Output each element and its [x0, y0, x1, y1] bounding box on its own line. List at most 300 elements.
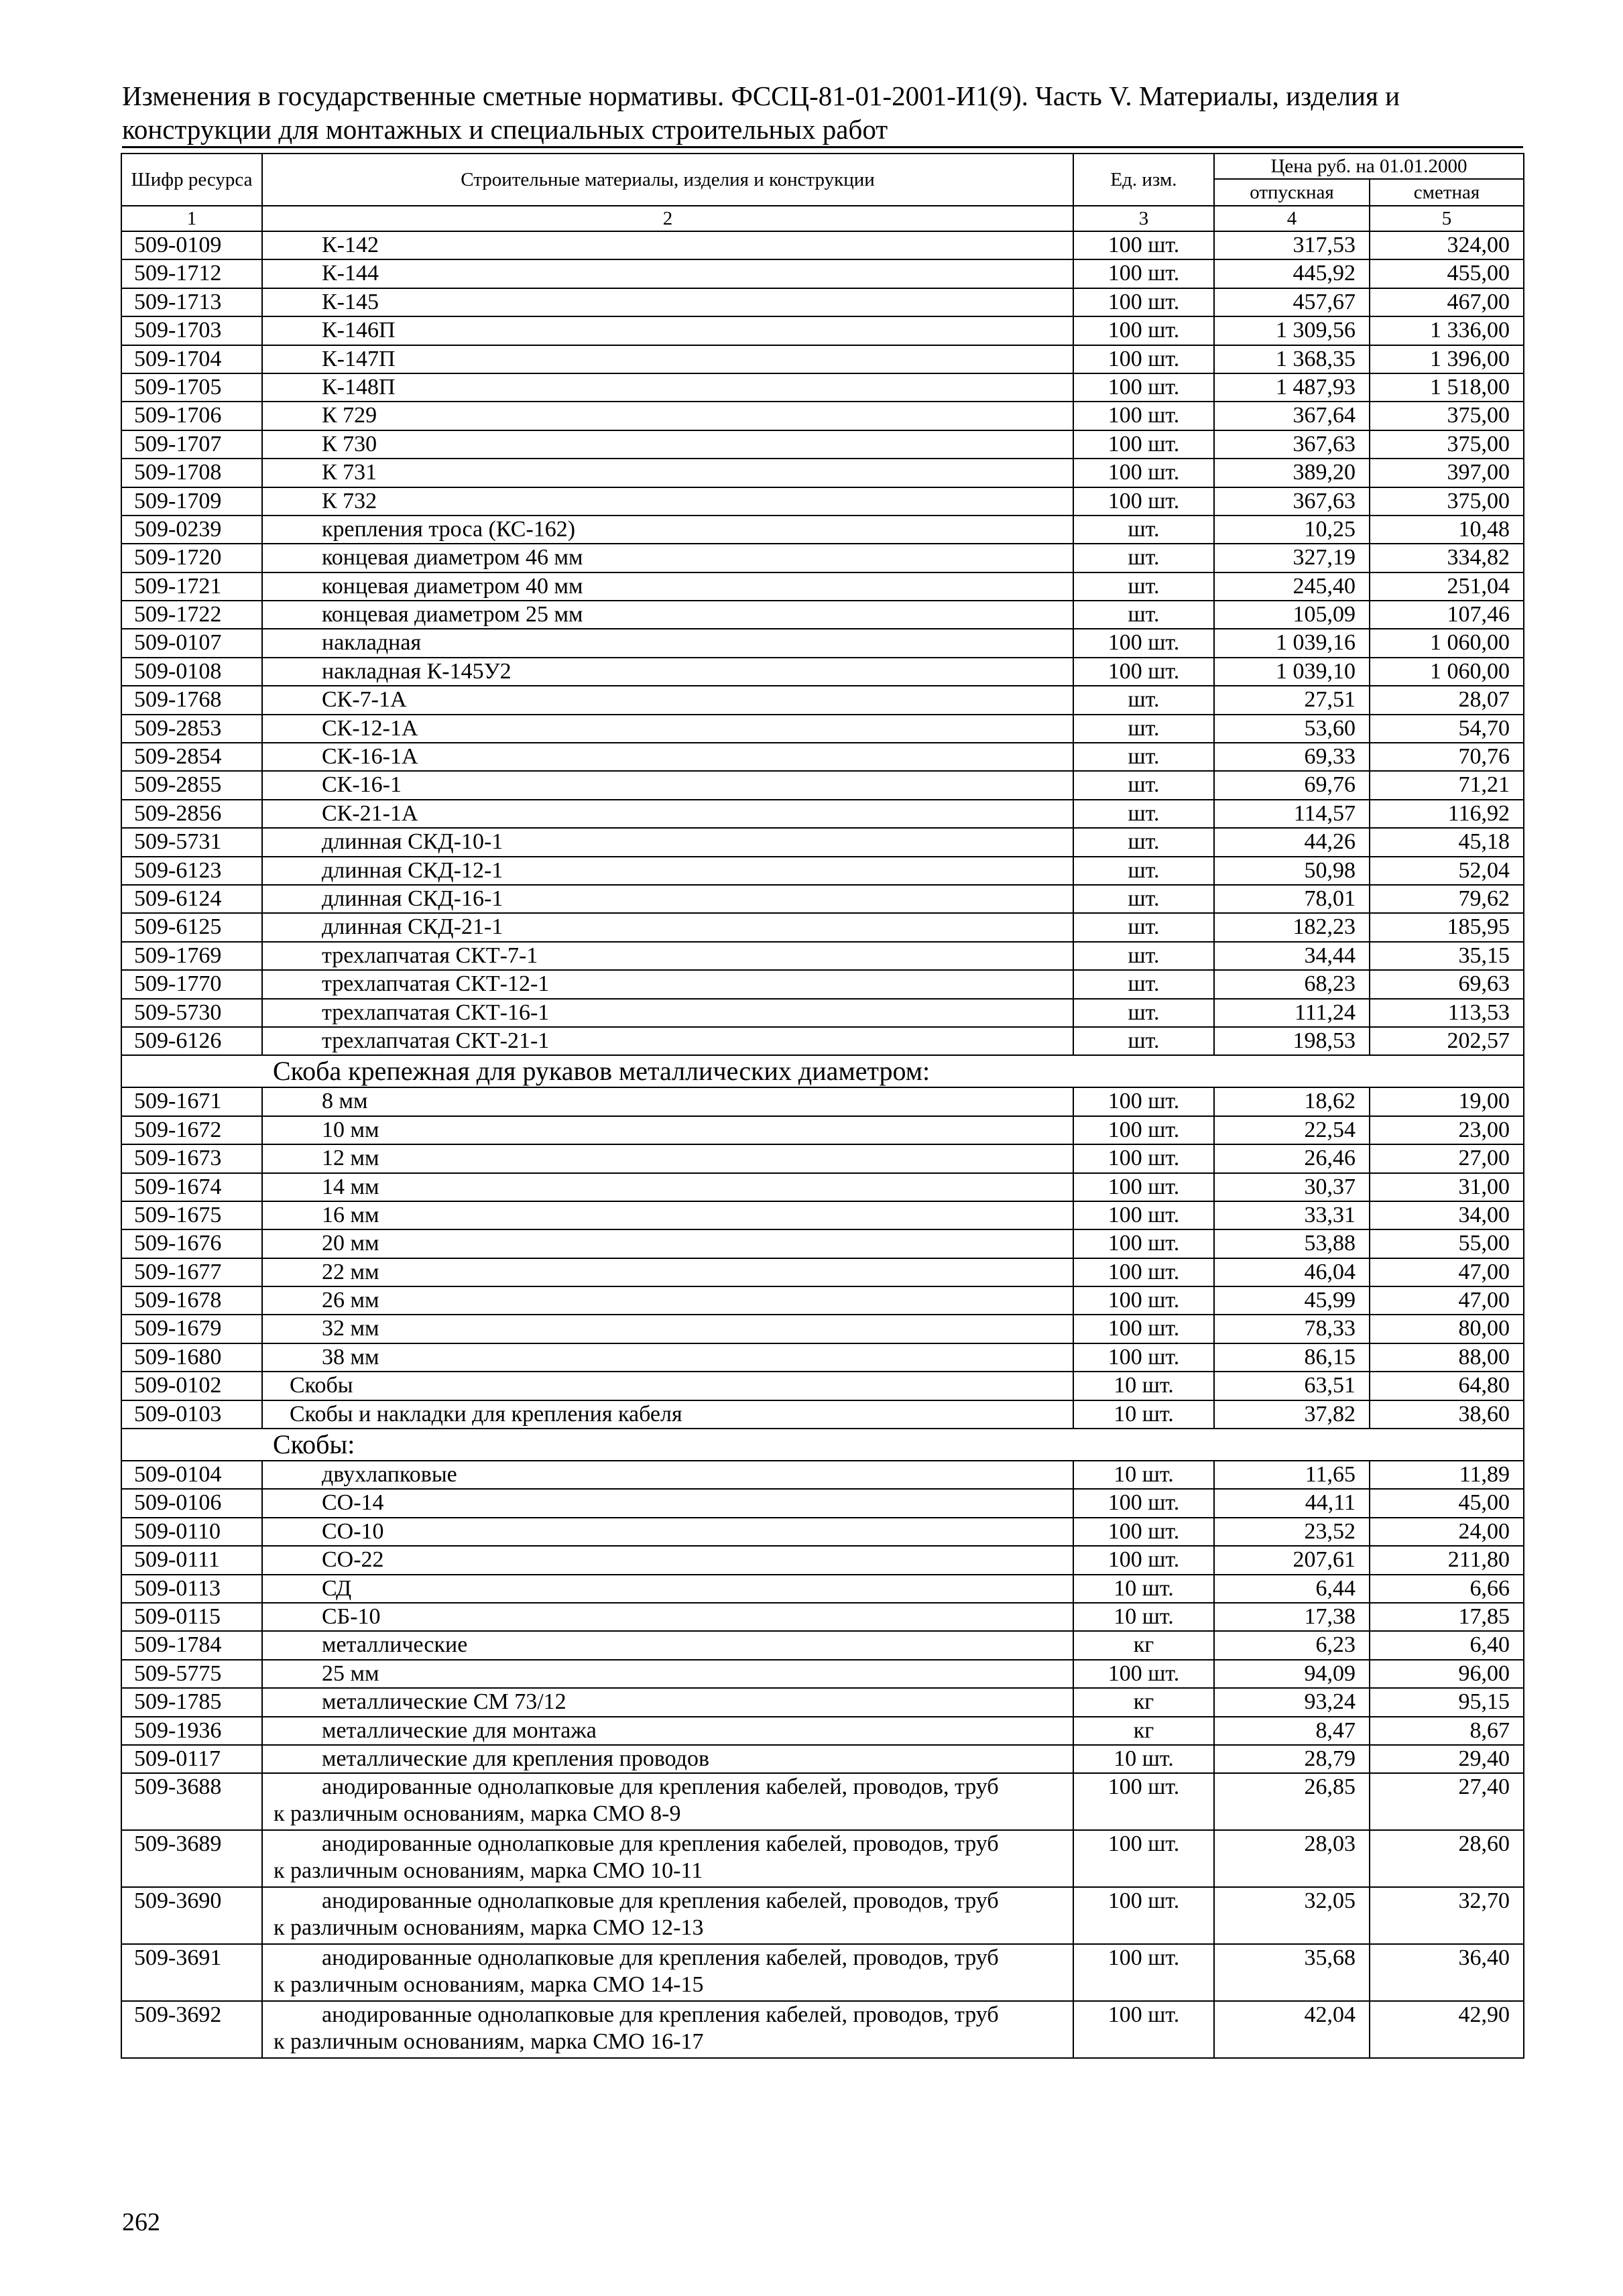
table-row	[121, 459, 1524, 487]
release-price: 17,38	[1214, 1603, 1370, 1631]
resource-code: 509-0111	[121, 1546, 262, 1574]
col-header-name: Строительные материалы, изделия и конструкции	[262, 154, 1073, 206]
resource-code: 509-1770	[121, 970, 262, 998]
resource-code: 509-1769	[121, 942, 262, 970]
material-name: К-148П	[262, 373, 1073, 402]
estimate-price: 1 336,00	[1370, 316, 1524, 345]
estimate-price: 113,53	[1370, 999, 1524, 1027]
table-row	[121, 1461, 1524, 1489]
material-name: трехлапчатая СКТ-16-1	[262, 999, 1073, 1027]
estimate-price: 211,80	[1370, 1546, 1524, 1574]
estimate-price: 29,40	[1370, 1745, 1524, 1773]
estimate-price: 55,00	[1370, 1229, 1524, 1258]
estimate-price: 34,00	[1370, 1201, 1524, 1229]
release-price: 23,52	[1214, 1518, 1370, 1546]
unit: 100 шт.	[1073, 1087, 1214, 1115]
estimate-price: 375,00	[1370, 487, 1524, 516]
unit: кг	[1073, 1631, 1214, 1659]
material-name: металлические	[262, 1631, 1073, 1659]
material-name: К 731	[262, 459, 1073, 487]
table-row	[121, 942, 1524, 970]
estimate-price: 19,00	[1370, 1087, 1524, 1115]
table-row	[121, 402, 1524, 430]
unit: 100 шт.	[1073, 658, 1214, 686]
unit: шт.	[1073, 601, 1214, 629]
table-row	[121, 800, 1524, 828]
table-row	[121, 1315, 1524, 1343]
header-line-2: конструкции для монтажных и специальных строительных работ	[122, 114, 888, 145]
unit: 100 шт.	[1073, 1660, 1214, 1688]
release-price: 1 487,93	[1214, 373, 1370, 402]
unit: шт.	[1073, 544, 1214, 572]
table-row	[121, 715, 1524, 743]
table-row	[121, 1343, 1524, 1372]
material-name: К 729	[262, 402, 1073, 430]
resource-code: 509-0110	[121, 1518, 262, 1546]
release-price: 33,31	[1214, 1201, 1370, 1229]
material-name: концевая диаметром 46 мм	[262, 544, 1073, 572]
estimate-price: 8,67	[1370, 1717, 1524, 1745]
unit: 100 шт.	[1073, 345, 1214, 373]
estimate-price: 251,04	[1370, 572, 1524, 601]
estimate-price: 11,89	[1370, 1461, 1524, 1489]
material-name: 20 мм	[262, 1229, 1073, 1258]
page-number: 262	[122, 2208, 160, 2236]
material-name-line-2: к различным основаниям, марка СМО 16-17	[274, 2029, 704, 2055]
material-name: длинная СКД-10-1	[262, 828, 1073, 856]
resource-code: 509-1784	[121, 1631, 262, 1659]
release-price: 63,51	[1214, 1372, 1370, 1400]
unit: кг	[1073, 1717, 1214, 1745]
release-price: 6,44	[1214, 1575, 1370, 1603]
unit: шт.	[1073, 999, 1214, 1027]
estimate-price: 96,00	[1370, 1660, 1524, 1688]
table-body	[121, 231, 1524, 2058]
material-name: крепления троса (КС-162)	[262, 516, 1073, 544]
table-row	[121, 1773, 1524, 1830]
release-price: 8,47	[1214, 1717, 1370, 1745]
estimate-price: 1 060,00	[1370, 629, 1524, 657]
material-name: 38 мм	[262, 1343, 1073, 1372]
release-price: 37,82	[1214, 1400, 1370, 1429]
unit: 100 шт.	[1073, 288, 1214, 316]
release-price: 245,40	[1214, 572, 1370, 601]
unit: 100 шт.	[1073, 487, 1214, 516]
table-row	[121, 885, 1524, 913]
unit: 10 шт.	[1073, 1575, 1214, 1603]
material-name	[262, 1773, 1073, 1830]
material-name: металлические для крепления проводов	[262, 1745, 1073, 1773]
unit: 100 шт.	[1073, 1315, 1214, 1343]
resource-code: 509-1721	[121, 572, 262, 601]
release-price: 114,57	[1214, 800, 1370, 828]
release-price: 35,68	[1214, 1944, 1370, 2001]
table-row	[121, 231, 1524, 259]
estimate-price: 54,70	[1370, 715, 1524, 743]
resource-code: 509-1672	[121, 1116, 262, 1144]
table-row	[121, 828, 1524, 856]
material-name	[262, 1887, 1073, 1944]
material-name: СК-16-1А	[262, 743, 1073, 771]
resource-code: 509-1675	[121, 1201, 262, 1229]
col-header-code: Шифр ресурса	[121, 154, 262, 206]
table-row	[121, 2001, 1524, 2058]
unit: шт.	[1073, 800, 1214, 828]
material-name: К-145	[262, 288, 1073, 316]
resource-code: 509-1703	[121, 316, 262, 345]
material-name: К-144	[262, 259, 1073, 288]
release-price: 198,53	[1214, 1027, 1370, 1055]
estimate-price: 47,00	[1370, 1286, 1524, 1315]
table-row	[121, 743, 1524, 771]
release-price: 11,65	[1214, 1461, 1370, 1489]
table-row	[121, 316, 1524, 345]
material-name: 14 мм	[262, 1173, 1073, 1201]
estimate-price: 397,00	[1370, 459, 1524, 487]
material-name: СК-21-1А	[262, 800, 1073, 828]
unit: 100 шт.	[1073, 1546, 1214, 1574]
table-row	[121, 970, 1524, 998]
material-name: 10 мм	[262, 1116, 1073, 1144]
table-row	[121, 373, 1524, 402]
estimate-price: 107,46	[1370, 601, 1524, 629]
unit: шт.	[1073, 686, 1214, 714]
release-price: 28,03	[1214, 1830, 1370, 1887]
estimate-price: 95,15	[1370, 1688, 1524, 1716]
unit: 100 шт.	[1073, 1229, 1214, 1258]
release-price: 457,67	[1214, 288, 1370, 316]
estimate-price: 64,80	[1370, 1372, 1524, 1400]
unit: 100 шт.	[1073, 1343, 1214, 1372]
resource-code: 509-1713	[121, 288, 262, 316]
estimate-price: 1 396,00	[1370, 345, 1524, 373]
material-name: К 732	[262, 487, 1073, 516]
material-name-line-2: к различным основаниям, марка СМО 12-13	[274, 1915, 704, 1941]
resource-code: 509-0117	[121, 1745, 262, 1773]
section-row	[121, 1055, 1524, 1087]
unit: 100 шт.	[1073, 1201, 1214, 1229]
release-price: 94,09	[1214, 1660, 1370, 1688]
table-row	[121, 1087, 1524, 1115]
resource-code: 509-1677	[121, 1258, 262, 1286]
release-price: 389,20	[1214, 459, 1370, 487]
release-price: 53,88	[1214, 1229, 1370, 1258]
table-row	[121, 1830, 1524, 1887]
unit: 100 шт.	[1073, 1887, 1214, 1944]
material-name: накладная	[262, 629, 1073, 657]
estimate-price: 80,00	[1370, 1315, 1524, 1343]
material-name-line-1: анодированные однолапковые для крепления кабелей, проводов, труб	[322, 1831, 999, 1857]
unit: 100 шт.	[1073, 1258, 1214, 1286]
release-price: 445,92	[1214, 259, 1370, 288]
material-name-line-2: к различным основаниям, марка СМО 8-9	[274, 1801, 681, 1827]
resource-code: 509-1679	[121, 1315, 262, 1343]
resource-code: 509-5730	[121, 999, 262, 1027]
release-price: 30,37	[1214, 1173, 1370, 1201]
release-price: 6,23	[1214, 1631, 1370, 1659]
release-price: 42,04	[1214, 2001, 1370, 2058]
material-name: СО-22	[262, 1546, 1073, 1574]
material-name: СК-12-1А	[262, 715, 1073, 743]
resource-code: 509-1673	[121, 1144, 262, 1172]
release-price: 26,85	[1214, 1773, 1370, 1830]
material-name: 25 мм	[262, 1660, 1073, 1688]
estimate-price: 10,48	[1370, 516, 1524, 544]
resource-code: 509-2853	[121, 715, 262, 743]
estimate-price: 52,04	[1370, 857, 1524, 885]
resource-code: 509-3689	[121, 1830, 262, 1887]
estimate-price: 69,63	[1370, 970, 1524, 998]
table-row	[121, 487, 1524, 516]
material-name	[262, 1830, 1073, 1887]
material-name: 22 мм	[262, 1258, 1073, 1286]
table-row	[121, 857, 1524, 885]
material-name: металлические для монтажа	[262, 1717, 1073, 1745]
unit: 10 шт.	[1073, 1400, 1214, 1429]
table-row	[121, 1372, 1524, 1400]
estimate-price: 23,00	[1370, 1116, 1524, 1144]
release-price: 1 309,56	[1214, 316, 1370, 345]
unit: шт.	[1073, 828, 1214, 856]
estimate-price: 32,70	[1370, 1887, 1524, 1944]
unit: 100 шт.	[1073, 373, 1214, 402]
release-price: 22,54	[1214, 1116, 1370, 1144]
table-row	[121, 1229, 1524, 1258]
release-price: 1 039,16	[1214, 629, 1370, 657]
estimate-price: 334,82	[1370, 544, 1524, 572]
col-header-price: Цена руб. на 01.01.2000	[1214, 154, 1524, 179]
release-price: 28,79	[1214, 1745, 1370, 1773]
estimate-price: 27,40	[1370, 1773, 1524, 1830]
resource-code: 509-0104	[121, 1461, 262, 1489]
resource-code: 509-1704	[121, 345, 262, 373]
unit: шт.	[1073, 516, 1214, 544]
release-price: 182,23	[1214, 913, 1370, 941]
col-number-2: 2	[262, 206, 1073, 231]
release-price: 78,33	[1214, 1315, 1370, 1343]
release-price: 1 039,10	[1214, 658, 1370, 686]
table-row	[121, 1027, 1524, 1055]
estimate-price: 70,76	[1370, 743, 1524, 771]
resource-code: 509-6126	[121, 1027, 262, 1055]
material-name: 8 мм	[262, 1087, 1073, 1115]
resource-code: 509-1785	[121, 1688, 262, 1716]
resource-code: 509-3691	[121, 1944, 262, 2001]
resource-code: 509-1768	[121, 686, 262, 714]
material-name: СК-7-1А	[262, 686, 1073, 714]
material-name: трехлапчатая СКТ-12-1	[262, 970, 1073, 998]
resource-code: 509-0102	[121, 1372, 262, 1400]
resource-code: 509-2856	[121, 800, 262, 828]
release-price: 44,26	[1214, 828, 1370, 856]
estimate-price: 324,00	[1370, 231, 1524, 259]
resource-code: 509-5775	[121, 1660, 262, 1688]
resource-code: 509-3688	[121, 1773, 262, 1830]
estimate-price: 28,07	[1370, 686, 1524, 714]
resource-code: 509-0108	[121, 658, 262, 686]
resource-code: 509-0113	[121, 1575, 262, 1603]
release-price: 26,46	[1214, 1144, 1370, 1172]
estimate-price: 79,62	[1370, 885, 1524, 913]
table-row	[121, 1660, 1524, 1688]
release-price: 68,23	[1214, 970, 1370, 998]
table-row	[121, 1518, 1524, 1546]
unit: 100 шт.	[1073, 1144, 1214, 1172]
col-number-1: 1	[121, 206, 262, 231]
material-name-line-1: анодированные однолапковые для крепления кабелей, проводов, труб	[322, 1945, 999, 1971]
release-price: 367,64	[1214, 402, 1370, 430]
material-name: трехлапчатая СКТ-7-1	[262, 942, 1073, 970]
header-rule	[122, 146, 1523, 148]
material-name: двухлапковые	[262, 1461, 1073, 1489]
material-name: СО-10	[262, 1518, 1073, 1546]
unit: 100 шт.	[1073, 1116, 1214, 1144]
resource-code: 509-1720	[121, 544, 262, 572]
unit: 100 шт.	[1073, 1830, 1214, 1887]
material-name: К-147П	[262, 345, 1073, 373]
table-row	[121, 1745, 1524, 1773]
unit: шт.	[1073, 743, 1214, 771]
unit: 100 шт.	[1073, 1518, 1214, 1546]
section-row	[121, 1429, 1524, 1461]
material-name: концевая диаметром 40 мм	[262, 572, 1073, 601]
resource-code: 509-3692	[121, 2001, 262, 2058]
resource-code: 509-1707	[121, 430, 262, 459]
resource-code: 509-0103	[121, 1400, 262, 1429]
estimate-price: 6,40	[1370, 1631, 1524, 1659]
table-row	[121, 658, 1524, 686]
unit: 100 шт.	[1073, 1286, 1214, 1315]
estimate-price: 45,18	[1370, 828, 1524, 856]
estimate-price: 27,00	[1370, 1144, 1524, 1172]
resource-code: 509-0115	[121, 1603, 262, 1631]
material-name: трехлапчатая СКТ-21-1	[262, 1027, 1073, 1055]
release-price: 69,76	[1214, 771, 1370, 799]
unit: кг	[1073, 1688, 1214, 1716]
estimate-price: 31,00	[1370, 1173, 1524, 1201]
unit: шт.	[1073, 885, 1214, 913]
material-name: длинная СКД-16-1	[262, 885, 1073, 913]
material-name-line-1: анодированные однолапковые для крепления кабелей, проводов, труб	[322, 1774, 999, 1800]
resource-code: 509-1708	[121, 459, 262, 487]
header-line-1: Изменения в государственные сметные нормативы. ФССЦ-81-01-2001-И1(9). Часть V. Материалы, изделия и	[122, 80, 1400, 111]
material-name-line-1: анодированные однолапковые для крепления кабелей, проводов, труб	[322, 1888, 999, 1914]
release-price: 78,01	[1214, 885, 1370, 913]
unit: 100 шт.	[1073, 402, 1214, 430]
material-name	[262, 1944, 1073, 2001]
material-name: 26 мм	[262, 1286, 1073, 1315]
resource-code: 509-0107	[121, 629, 262, 657]
release-price: 105,09	[1214, 601, 1370, 629]
col-number-5: 5	[1370, 206, 1524, 231]
resource-code: 509-6125	[121, 913, 262, 941]
material-name: К-142	[262, 231, 1073, 259]
estimate-price: 47,00	[1370, 1258, 1524, 1286]
release-price: 34,44	[1214, 942, 1370, 970]
material-name: накладная К-145У2	[262, 658, 1073, 686]
table-row	[121, 1603, 1524, 1631]
release-price: 53,60	[1214, 715, 1370, 743]
unit: 100 шт.	[1073, 231, 1214, 259]
table-row	[121, 516, 1524, 544]
release-price: 367,63	[1214, 430, 1370, 459]
estimate-price: 24,00	[1370, 1518, 1524, 1546]
unit: шт.	[1073, 970, 1214, 998]
section-title: Скоба крепежная для рукавов металлических диаметром:	[121, 1055, 1524, 1087]
estimate-price: 28,60	[1370, 1830, 1524, 1887]
release-price: 327,19	[1214, 544, 1370, 572]
resource-code: 509-2854	[121, 743, 262, 771]
material-name: Скобы	[262, 1372, 1073, 1400]
release-price: 18,62	[1214, 1087, 1370, 1115]
table-row	[121, 913, 1524, 941]
resource-code: 509-1709	[121, 487, 262, 516]
table-row	[121, 1575, 1524, 1603]
table-row	[121, 259, 1524, 288]
unit: шт.	[1073, 715, 1214, 743]
release-price: 10,25	[1214, 516, 1370, 544]
material-name: К 730	[262, 430, 1073, 459]
table-row	[121, 1546, 1524, 1574]
unit: 100 шт.	[1073, 1773, 1214, 1830]
unit: 10 шт.	[1073, 1603, 1214, 1631]
table-row	[121, 430, 1524, 459]
release-price: 93,24	[1214, 1688, 1370, 1716]
estimate-price: 467,00	[1370, 288, 1524, 316]
resource-code: 509-3690	[121, 1887, 262, 1944]
unit: 100 шт.	[1073, 430, 1214, 459]
estimate-price: 202,57	[1370, 1027, 1524, 1055]
col-header-release: отпускная	[1214, 179, 1370, 206]
material-name: металлические СМ 73/12	[262, 1688, 1073, 1716]
unit: 10 шт.	[1073, 1372, 1214, 1400]
unit: 100 шт.	[1073, 259, 1214, 288]
unit: шт.	[1073, 771, 1214, 799]
resource-code: 509-1705	[121, 373, 262, 402]
release-price: 44,11	[1214, 1489, 1370, 1517]
unit: шт.	[1073, 857, 1214, 885]
table-row	[121, 1400, 1524, 1429]
estimate-price: 42,90	[1370, 2001, 1524, 2058]
table-row	[121, 1944, 1524, 2001]
materials-table	[121, 153, 1524, 2059]
table-row	[121, 288, 1524, 316]
material-name: длинная СКД-21-1	[262, 913, 1073, 941]
estimate-price: 35,15	[1370, 942, 1524, 970]
col-number-4: 4	[1214, 206, 1370, 231]
table-row	[121, 1286, 1524, 1315]
material-name: концевая диаметром 25 мм	[262, 601, 1073, 629]
resource-code: 509-1712	[121, 259, 262, 288]
release-price: 86,15	[1214, 1343, 1370, 1372]
table-row	[121, 572, 1524, 601]
table-row	[121, 771, 1524, 799]
material-name-line-1: анодированные однолапковые для крепления кабелей, проводов, труб	[322, 2002, 999, 2028]
estimate-price: 116,92	[1370, 800, 1524, 828]
resource-code: 509-1676	[121, 1229, 262, 1258]
table-row	[121, 1631, 1524, 1659]
material-name: СК-16-1	[262, 771, 1073, 799]
material-name: СО-14	[262, 1489, 1073, 1517]
material-name: Скобы и накладки для крепления кабеля	[262, 1400, 1073, 1429]
estimate-price: 36,40	[1370, 1944, 1524, 2001]
estimate-price: 38,60	[1370, 1400, 1524, 1429]
table-row	[121, 629, 1524, 657]
estimate-price: 17,85	[1370, 1603, 1524, 1631]
resource-code: 509-1680	[121, 1343, 262, 1372]
release-price: 367,63	[1214, 487, 1370, 516]
table-row	[121, 1173, 1524, 1201]
